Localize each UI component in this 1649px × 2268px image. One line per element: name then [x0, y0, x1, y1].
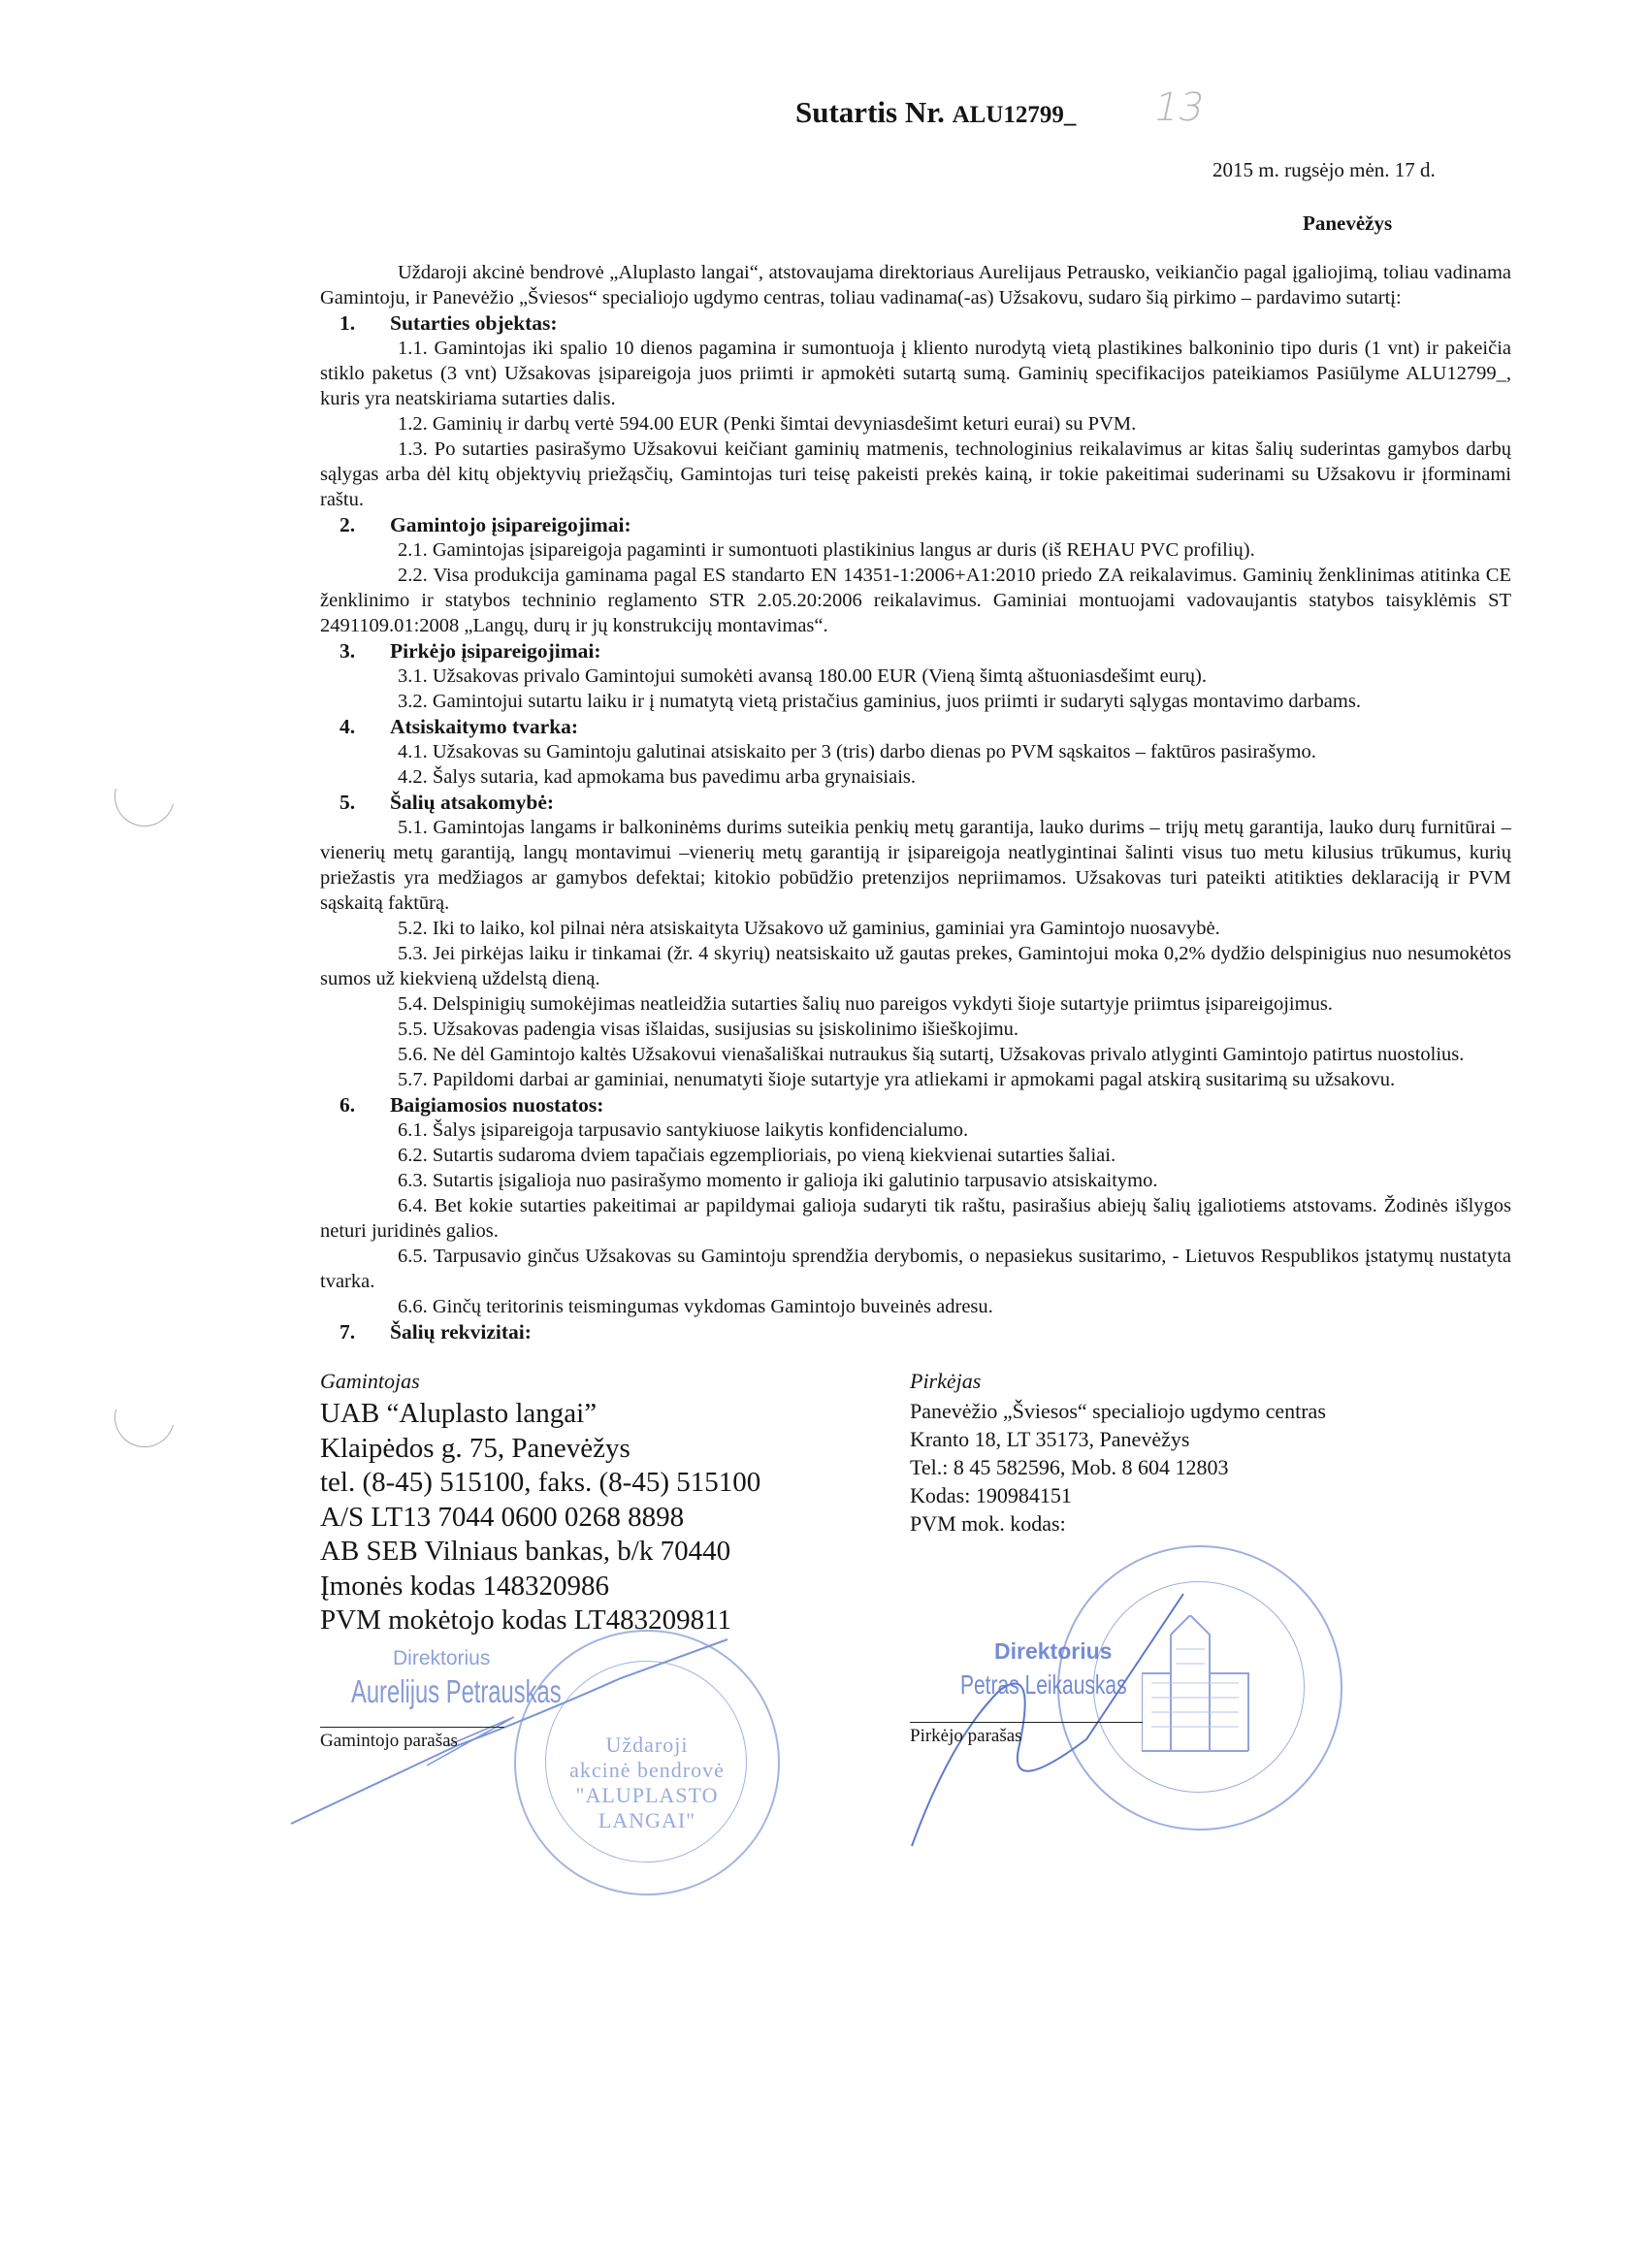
section-number: 4.: [340, 715, 356, 738]
clause: 6.3. Sutartis įsigalioja nuo pasirašymo momento ir galioja iki galutinio tarpusavio atsiskaitymo.: [398, 1170, 1158, 1191]
buyer-line: Panevėžio „Šviesos“ specialiojo ugdymo centras: [910, 1399, 1326, 1423]
seller-line: tel. (8-45) 515100, faks. (8-45) 515100: [320, 1467, 761, 1498]
contract-city: Panevėžys: [1303, 211, 1393, 235]
buyer-signature-label: Pirkėjo parašas: [910, 1726, 1022, 1746]
section-title: Šalių rekvizitai:: [390, 1320, 532, 1344]
clause: 5.6. Ne dėl Gamintojo kaltės Užsakovui vienašališkai nutraukus šią sutartį, Užsakovas privalo atlyginti Gamintojo patirtus nuostolius.: [398, 1044, 1465, 1065]
handwritten-number: 13: [1149, 85, 1209, 130]
section-heading: [320, 638, 1511, 664]
buyer-line: Kodas: 190984151: [910, 1483, 1072, 1507]
section-heading: [320, 1319, 1511, 1345]
clause: 2.2. Visa produkcija gaminama pagal ES standarto EN 14351-1:2006+A1:2010 priedo ZA reikalavimus. Gaminių ženklinimas atitinka CE ženklinimo ir statybos techninio reglamento STR 2.05.20:2006 reikalavimus. Gaminiai montuojami vadovaujantis statybos taisyklėmis ST 2491109.01:2008 „Langų, durų ir jų konstrukcijų montavimas“.: [320, 565, 1511, 636]
clause: 3.2. Gamintojui sutartu laiku ir į numatytą vietą pristačius gaminius, juos priimti ir sudaryti sąlygas montavimo darbams.: [398, 691, 1361, 712]
clause: 5.3. Jei pirkėjas laiku ir tinkamai (žr. 4 skyrių) neatsiskaito už gautas prekes, Gamintojui moka 0,2% dydžio delspinigius nuo nesumokėtos sumos už kiekvieną uždelstą dieną.: [320, 943, 1511, 989]
contract-title: [795, 95, 1076, 130]
clause: 4.1. Užsakovas su Gamintoju galutinai atsiskaito per 3 (tris) darbo dienas po PVM sąskaitos – faktūros pasirašymo.: [398, 741, 1316, 762]
clause: 5.7. Papildomi darbai ar gaminiai, nenumatyti šioje sutartyje yra atliekami ir apmokami pagal atskirą susitarimą su užsakovu.: [398, 1069, 1396, 1090]
clause: 6.1. Šalys įsipareigoja tarpusavio santykiuose laikytis konfidencialumo.: [398, 1119, 969, 1141]
seal-line: "ALUPLASTO: [575, 1783, 719, 1807]
section-heading: [320, 714, 1511, 739]
seller-role: Gamintojas: [320, 1369, 420, 1393]
clause: 4.2. Šalys sutaria, kad apmokama bus pavedimu arba grynaisiais.: [398, 766, 917, 788]
seller-line: UAB “Aluplasto langai”: [320, 1398, 598, 1429]
clause: 3.1. Užsakovas privalo Gamintojui sumokėti avansą 180.00 EUR (Vieną šimtą aštuoniasdešimt eurų).: [398, 665, 1207, 687]
clause: 1.2. Gaminių ir darbų vertė 594.00 EUR (Penki šimtai devyniasdešimt keturi eurai) su PVM.: [398, 413, 1137, 435]
section-number: 2.: [340, 513, 356, 536]
seal-line: Uždaroji: [605, 1733, 689, 1757]
clause: 1.1. Gamintojas iki spalio 10 dienos pagamina ir sumontuoja į kliento nurodytą vietą plastikines balkoninio tipo duris (1 vnt) ir pakeičia stiklo paketus (3 vnt) Užsakovas įsipareigoja juos priimti ir apmokėti sutartą sumą. Gaminių specifikacijos pateikiamos Pasiūlyme ALU12799_, kuris yra neatskiriama sutarties dalis.: [320, 338, 1511, 409]
section-title: Sutarties objektas:: [390, 311, 558, 335]
buyer-line: Tel.: 8 45 582596, Mob. 8 604 12803: [910, 1455, 1229, 1479]
contract-body: [320, 260, 1511, 1909]
section-number: 6.: [340, 1093, 356, 1117]
section-number: 5.: [340, 791, 356, 814]
clause: 6.4. Bet kokie sutarties pakeitimai ar papildymai galioja sudaryti tik raštu, pasirašius abiejų šalių įgaliotiems atstovams. Žodinės išlygos neturi juridinės galios.: [320, 1195, 1511, 1242]
buyer-line: PVM mok. kodas:: [910, 1511, 1066, 1536]
buyer-stamp-title: Direktorius: [994, 1638, 1113, 1664]
section-heading: [320, 790, 1511, 815]
section-title: Atsiskaitymo tvarka:: [390, 715, 579, 738]
seller-stamp-name: Aurelijus Petrauskas: [351, 1673, 562, 1709]
buyer-signature: [892, 1545, 1280, 1865]
section-number: 7.: [340, 1320, 356, 1344]
contract-date: 2015 m. rugsėjo mėn. 17 d.: [1212, 158, 1436, 181]
clause: 5.2. Iki to laiko, kol pilnai nėra atsiskaityta Užsakovo už gaminius, gaminiai yra Gamintojo nuosavybė.: [398, 918, 1220, 939]
seal-line: LANGAI": [598, 1808, 696, 1832]
clause: 2.1. Gamintojas įsipareigoja pagaminti ir sumontuoti plastikinius langus ar duris (iš REHAU PVC profilių).: [398, 539, 1255, 561]
seller-signature-line: [320, 1727, 504, 1728]
section-number: 1.: [340, 311, 356, 335]
seller-line: A/S LT13 7044 0600 0268 8898: [320, 1501, 685, 1533]
intro-paragraph: Uždaroji akcinė bendrovė „Aluplasto langai“, atstovaujama direktoriaus Aurelijaus Petrausko, veikiančio pagal įgaliojimą, toliau vadinama Gamintoju, ir Panevėžio „Šviesos“ specialiojo ugdymo centras, toliau vadinama(-as) Užsakovu, sudaro šią pirkimo – pardavimo sutartį:: [320, 262, 1511, 308]
section-title: Šalių atsakomybė:: [390, 791, 555, 814]
clause: 5.5. Užsakovas padengia visas išlaidas, susijusias su įsiskolinimo išieškojimu.: [398, 1019, 1019, 1040]
title-text: Sutartis Nr.: [795, 95, 945, 129]
punch-hole-bottom: [104, 1377, 186, 1459]
punch-hole-top: [104, 756, 186, 838]
buyer-stamp-name: Petras Leikauskas: [960, 1669, 1127, 1700]
seller-line: PVM mokėtojo kodas LT483209811: [320, 1604, 731, 1636]
section-title: Baigiamosios nuostatos:: [390, 1093, 604, 1117]
buyer-role: Pirkėjas: [910, 1369, 982, 1393]
seller-line: Įmonės kodas 148320986: [320, 1570, 610, 1602]
buyer-signature-line: [910, 1722, 1143, 1723]
clause: 5.1. Gamintojas langams ir balkoninėms durims suteikia penkių metų garantija, lauko durims – trijų metų garantija, lauko durų furnitūrai – vienerių metų garantiją, langų montavimui –vienerių metų garantiją ir įsipareigoja neatlygintinai šalinti visus tuo metu kilusius trūkumus, kurių priežastis yra medžiagos ar gamybos defektai; kitokio pobūdžio pretenzijos nepriimamos. Užsakovas turi pateikti atitikties deklaraciją ir PVM sąskaitą faktūrą.: [320, 817, 1511, 914]
seller-line: AB SEB Vilniaus bankas, b/k 70440: [320, 1536, 731, 1567]
seller-stamp-title: Direktorius: [393, 1647, 491, 1669]
section-number: 3.: [340, 639, 356, 663]
requisites-block: [320, 1366, 1511, 1909]
seller-signature-label: Gamintojo parašas: [320, 1731, 458, 1751]
clause: 6.6. Ginčų teritorinis teismingumas vykdomas Gamintojo buveinės adresu.: [398, 1296, 993, 1317]
clause: 5.4. Delspinigių sumokėjimas neatleidžia sutarties šalių nuo pareigos vykdyti šioje sutartyje priimtus įsipareigojimus.: [398, 993, 1333, 1015]
clause: 6.5. Tarpusavio ginčus Užsakovas su Gamintoju sprendžia derybomis, o nepasiekus susitarimo, - Lietuvos Respublikos įstatymų nustatyta tvarka.: [320, 1246, 1511, 1292]
buyer-line: Kranto 18, LT 35173, Panevėžys: [910, 1427, 1190, 1451]
section-title: Pirkėjo įsipareigojimai:: [390, 639, 601, 663]
section-heading: [320, 1092, 1511, 1118]
seller-requisites: [320, 1366, 760, 1638]
section-heading: [320, 512, 1511, 537]
seal-line: akcinė bendrovė: [569, 1758, 725, 1782]
buyer-requisites: [910, 1366, 1326, 1538]
seller-line: Klaipėdos g. 75, Panevėžys: [320, 1432, 630, 1464]
clause: 1.3. Po sutarties pasirašymo Užsakovui keičiant gaminių matmenis, technologinius reikalavimus ar kitas šalių suderintas gamybos darbų sąlygas arba dėl kitų objektyvių priežąsčių, Gamintojas turi teisę pakeisti prekės kainą, ir tokie pakeitimai suderinami su Užsakovu ir įforminami raštu.: [320, 438, 1511, 510]
clause: 6.2. Sutartis sudaroma dviem tapačiais egzemplioriais, po vieną kiekvienai sutarties šaliai.: [398, 1145, 1116, 1166]
contract-number: ALU12799_: [952, 102, 1077, 128]
section-title: Gamintojo įsipareigojimai:: [390, 513, 631, 536]
section-heading: [320, 310, 1511, 336]
